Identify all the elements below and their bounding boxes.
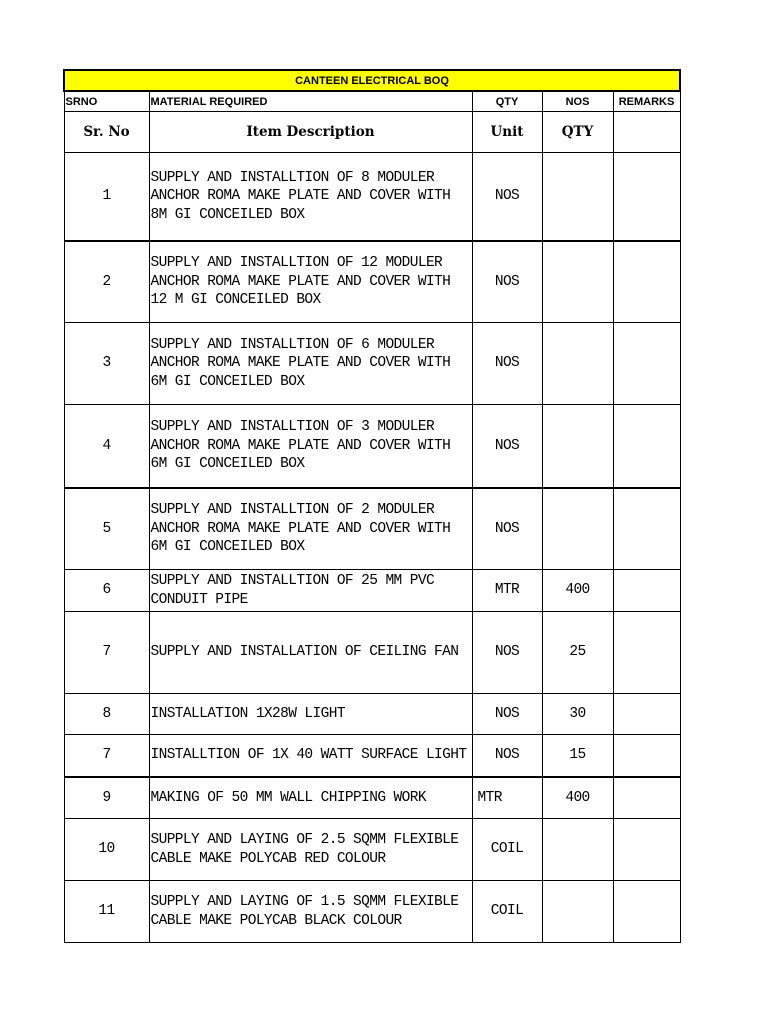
row-description: SUPPLY AND INSTALLTION OF 12 MODULER ANCHOR ROMA MAKE PLATE AND COVER WITH 12 M GI CONCEILED BOX xyxy=(149,241,472,323)
table-row xyxy=(64,819,680,881)
row-unit: NOS xyxy=(472,153,542,241)
table-row xyxy=(64,153,680,241)
row-remarks xyxy=(613,735,680,777)
row-sr-no: 10 xyxy=(64,819,149,881)
row-description: MAKING OF 50 MM WALL CHIPPING WORK xyxy=(149,777,472,819)
row-remarks xyxy=(613,241,680,323)
row-description: SUPPLY AND INSTALLTION OF 2 MODULER ANCHOR ROMA MAKE PLATE AND COVER WITH 6M GI CONCEILED BOX xyxy=(149,488,472,570)
row-unit: NOS xyxy=(472,488,542,570)
header-qty: QTY xyxy=(542,112,613,153)
row-sr-no: 9 xyxy=(64,777,149,819)
row-qty: 30 xyxy=(542,694,613,735)
row-qty xyxy=(542,819,613,881)
row-sr-no: 4 xyxy=(64,405,149,488)
boq-table xyxy=(63,69,681,943)
row-remarks xyxy=(613,694,680,735)
row-remarks xyxy=(613,405,680,488)
header-row-small xyxy=(64,91,680,112)
row-remarks xyxy=(613,777,680,819)
row-qty xyxy=(542,488,613,570)
header-item-description: Item Description xyxy=(149,112,472,153)
table-row xyxy=(64,241,680,323)
row-sr-no: 3 xyxy=(64,323,149,405)
row-description: SUPPLY AND LAYING OF 1.5 SQMM FLEXIBLE CABLE MAKE POLYCAB BLACK COLOUR xyxy=(149,881,472,943)
row-unit: NOS xyxy=(472,735,542,777)
header-sr-no: Sr. No xyxy=(64,112,149,153)
row-unit: NOS xyxy=(472,241,542,323)
row-sr-no: 8 xyxy=(64,694,149,735)
row-sr-no: 7 xyxy=(64,735,149,777)
sheet-title: CANTEEN ELECTRICAL BOQ xyxy=(64,70,680,91)
row-qty: 400 xyxy=(542,777,613,819)
row-sr-no: 6 xyxy=(64,570,149,612)
row-sr-no: 7 xyxy=(64,612,149,694)
row-unit: NOS xyxy=(472,612,542,694)
table-row xyxy=(64,881,680,943)
table-row xyxy=(64,488,680,570)
title-row xyxy=(64,70,680,91)
table-row xyxy=(64,405,680,488)
row-qty xyxy=(542,153,613,241)
row-unit: MTR xyxy=(472,777,542,819)
row-qty: 400 xyxy=(542,570,613,612)
row-qty xyxy=(542,323,613,405)
row-sr-no: 2 xyxy=(64,241,149,323)
row-remarks xyxy=(613,819,680,881)
table-row xyxy=(64,570,680,612)
row-unit: NOS xyxy=(472,694,542,735)
row-sr-no: 5 xyxy=(64,488,149,570)
row-sr-no: 1 xyxy=(64,153,149,241)
row-remarks xyxy=(613,323,680,405)
row-description: INSTALLATION 1X28W LIGHT xyxy=(149,694,472,735)
header-qty-small: QTY xyxy=(472,91,542,112)
row-description: SUPPLY AND INSTALLTION OF 3 MODULER ANCHOR ROMA MAKE PLATE AND COVER WITH 6M GI CONCEILED BOX xyxy=(149,405,472,488)
row-qty: 25 xyxy=(542,612,613,694)
row-description: SUPPLY AND INSTALLTION OF 8 MODULER ANCHOR ROMA MAKE PLATE AND COVER WITH 8M GI CONCEILED BOX xyxy=(149,153,472,241)
table-row xyxy=(64,612,680,694)
header-nos: NOS xyxy=(542,91,613,112)
table-row xyxy=(64,694,680,735)
header-unit: Unit xyxy=(472,112,542,153)
row-qty: 15 xyxy=(542,735,613,777)
header-material-required: MATERIAL REQUIRED xyxy=(149,91,472,112)
row-qty xyxy=(542,405,613,488)
row-remarks xyxy=(613,153,680,241)
row-remarks xyxy=(613,488,680,570)
header-row-main xyxy=(64,112,680,153)
header-remarks-blank xyxy=(613,112,680,153)
row-sr-no: 11 xyxy=(64,881,149,943)
row-qty xyxy=(542,241,613,323)
row-description: SUPPLY AND INSTALLTION OF 6 MODULER ANCHOR ROMA MAKE PLATE AND COVER WITH 6M GI CONCEILED BOX xyxy=(149,323,472,405)
table-row xyxy=(64,777,680,819)
row-remarks xyxy=(613,881,680,943)
row-remarks xyxy=(613,612,680,694)
row-description: SUPPLY AND INSTALLTION OF 25 MM PVC CONDUIT PIPE xyxy=(149,570,472,612)
table-row xyxy=(64,323,680,405)
row-unit: MTR xyxy=(472,570,542,612)
row-description: INSTALLTION OF 1X 40 WATT SURFACE LIGHT xyxy=(149,735,472,777)
header-srno: SRNO xyxy=(64,91,149,112)
row-unit: COIL xyxy=(472,881,542,943)
row-unit: NOS xyxy=(472,323,542,405)
header-remarks: REMARKS xyxy=(613,91,680,112)
table-row xyxy=(64,735,680,777)
row-description: SUPPLY AND LAYING OF 2.5 SQMM FLEXIBLE CABLE MAKE POLYCAB RED COLOUR xyxy=(149,819,472,881)
row-remarks xyxy=(613,570,680,612)
row-unit: COIL xyxy=(472,819,542,881)
row-description: SUPPLY AND INSTALLATION OF CEILING FAN xyxy=(149,612,472,694)
row-qty xyxy=(542,881,613,943)
row-unit: NOS xyxy=(472,405,542,488)
